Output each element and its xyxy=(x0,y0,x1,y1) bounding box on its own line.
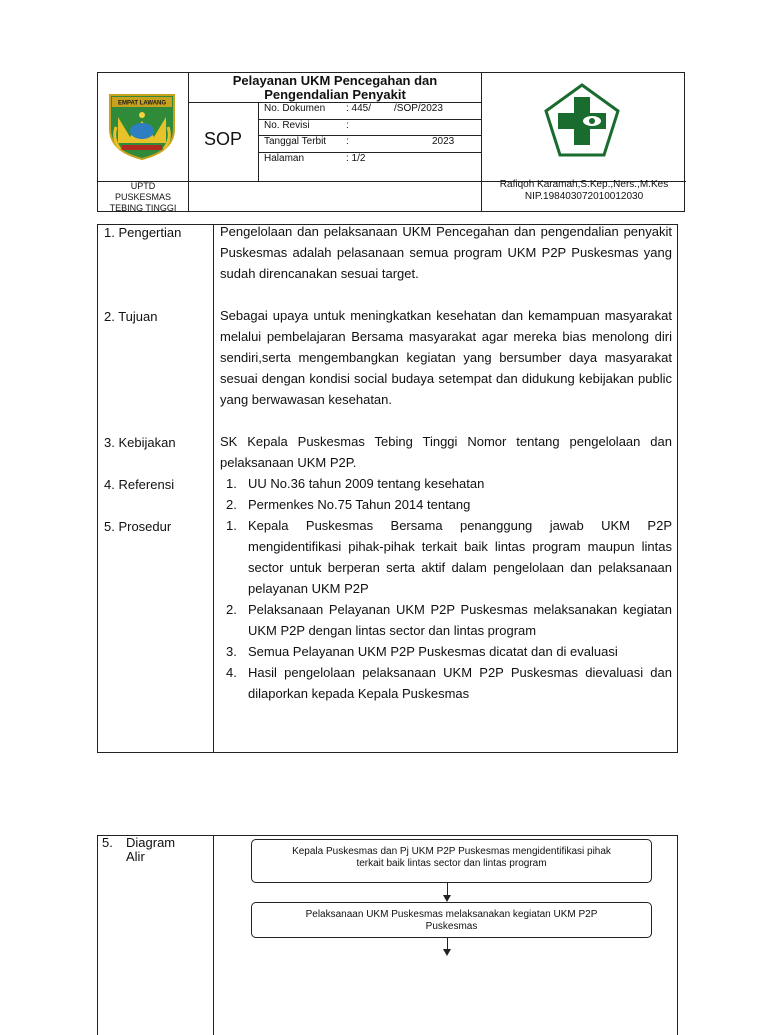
list-item xyxy=(220,515,672,599)
diagram-label-line: Diagram xyxy=(126,835,176,850)
list-text: Kepala Puskesmas Bersama penanggung jawab UKM P2P mengidentifikasi pihak-pihak terkait baik lintas program maupun lintas sector untuk berperan serta aktif dalam pengelolaan dan pelaksanaan pelayanan UKM P2P xyxy=(248,518,672,596)
title-line: Pelayanan UKM Pencegahan dan xyxy=(232,73,438,88)
org-line: PUSKESMAS xyxy=(114,192,172,202)
pengertian-text xyxy=(220,221,672,284)
row-label-prosedur: 5. Prosedur xyxy=(104,519,172,534)
arrow-down-icon xyxy=(443,895,451,902)
paragraph: SK Kepala Puskesmas Tebing Tinggi Nomor tentang pengelolaan dan pelaksanaan UKM P2P. xyxy=(220,434,672,470)
paragraph: Pengelolaan dan pelaksanaan UKM Pencegahan dan pengendalian penyakit Puskesmas adalah pelasanaan semua program UKM P2P Puskesmas yang sudah direncanakan sesuai target. xyxy=(220,224,672,281)
document-title xyxy=(190,74,480,102)
empat-lawang-emblem-icon xyxy=(106,87,178,161)
diagram-table xyxy=(97,835,678,1035)
row-label-referensi: 4. Referensi xyxy=(104,477,175,492)
org-line: TEBING TINGGI xyxy=(109,203,177,213)
meta-key: No. Dokumen xyxy=(264,103,326,114)
meta-value: 2023 xyxy=(432,136,455,147)
row-label-kebijakan: 3. Kebijakan xyxy=(104,435,176,450)
diagram-label-number: 5. xyxy=(102,835,113,850)
list-item xyxy=(220,494,672,515)
sop-label: SOP xyxy=(203,129,242,149)
list-item xyxy=(220,641,672,662)
divider xyxy=(481,73,482,211)
signer-nip: NIP.198403072010012030 xyxy=(524,191,644,202)
meta-value: : xyxy=(346,120,349,131)
arrow-down-icon xyxy=(443,949,451,956)
column-divider xyxy=(213,225,214,752)
meta-value: : 445/ xyxy=(346,103,372,114)
flowchart-step-2 xyxy=(251,902,652,938)
meta-value: : 1/2 xyxy=(346,153,366,164)
meta-value: /SOP/2023 xyxy=(394,103,443,114)
divider xyxy=(188,73,189,211)
list-number: 2. xyxy=(226,602,237,617)
list-number: 1. xyxy=(226,518,237,533)
org-line: UPTD xyxy=(130,181,156,191)
step-text: Kepala Puskesmas dan Pj UKM P2P Puskesmas mengidentifikasi pihak xyxy=(292,846,611,857)
list-text: Pelaksanaan Pelayanan UKM P2P Puskesmas melaksanakan kegiatan UKM P2P dengan lintas sector dan lintas program xyxy=(248,602,672,638)
list-item xyxy=(220,599,672,641)
meta-value: : xyxy=(346,136,349,147)
row-label-pengertian: 1. Pengertian xyxy=(104,225,182,240)
prosedur-list xyxy=(220,515,672,704)
list-number: 2. xyxy=(226,497,237,512)
kebijakan-text xyxy=(220,431,672,473)
flowchart-step-1 xyxy=(251,839,652,883)
list-item xyxy=(220,473,672,494)
title-line: Pengendalian Penyakit xyxy=(264,87,406,102)
diagram-label-line: Alir xyxy=(126,849,145,864)
step-text: Puskesmas xyxy=(425,921,478,932)
regency-logo xyxy=(106,87,178,161)
list-text: Hasil pengelolaan pelaksanaan UKM P2P Puskesmas dievaluasi dan dilaporkan kepada Kepala Puskesmas xyxy=(248,665,672,701)
divider xyxy=(258,103,259,181)
row-label-tujuan: 2. Tujuan xyxy=(104,309,158,324)
list-item xyxy=(220,662,672,704)
meta-key: Tanggal Terbit xyxy=(264,136,327,147)
list-number: 3. xyxy=(226,644,237,659)
referensi-list xyxy=(220,473,672,515)
logo-text: EMPAT LAWANG xyxy=(117,100,167,107)
meta-key: Halaman xyxy=(264,153,305,164)
list-number: 1. xyxy=(226,476,237,491)
tujuan-text xyxy=(220,305,672,410)
list-number: 4. xyxy=(226,665,237,680)
paragraph: Sebagai upaya untuk meningkatkan kesehatan dan kemampuan masyarakat melalui pembelajaran Bersama masyarakat agar mereka bias menolong diri sendiri,serta mengembangkan kegiatan yang bersumber daya masyarakat sesuai dengan kondisi social budaya setempat dan didukung kebijakan public yang berwawasan kesehatan. xyxy=(220,308,672,407)
column-divider xyxy=(213,836,214,1035)
list-text: Permenkes No.75 Tahun 2014 tentang xyxy=(248,497,471,512)
signer-block xyxy=(484,179,684,203)
signer-name: Rafiqoh Karamah,S.Kep.,Ners.,M.Kes xyxy=(499,179,669,190)
sop-header xyxy=(97,72,685,212)
diagram-label xyxy=(102,835,176,864)
puskesmas-logo-icon xyxy=(542,83,622,159)
organization-name xyxy=(98,181,188,214)
list-text: Semua Pelayanan UKM P2P Puskesmas dicatat dan di evaluasi xyxy=(248,644,618,659)
sop-content-table xyxy=(97,224,678,753)
list-text: UU No.36 tahun 2009 tentang kesehatan xyxy=(248,476,485,491)
step-text: Pelaksanaan UKM Puskesmas melaksanakan kegiatan UKM P2P xyxy=(305,909,598,920)
step-text: terkait baik lintas sector dan lintas program xyxy=(356,858,547,869)
meta-key: No. Revisi xyxy=(264,120,310,131)
